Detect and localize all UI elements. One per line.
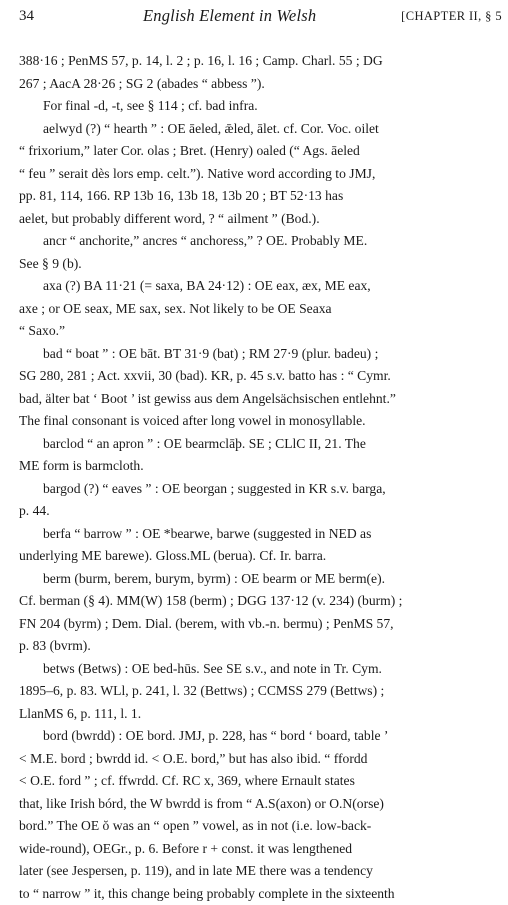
text-line: bad “ boat ” : OE bāt. BT 31·9 (bat) ; RM 27·9 (plur. badeu) ; xyxy=(19,343,494,366)
text-line: “ feu ” serait dès lors emp. celt.”). Native word according to JMJ, xyxy=(19,163,494,186)
text-line: underlying ME barewe). Gloss.ML (berua). Cf. Ir. barra. xyxy=(19,545,494,568)
text-line: SG 280, 281 ; Act. xxvii, 30 (bad). KR, p. 45 s.v. batto has : “ Cymr. xyxy=(19,365,494,388)
text-line: berfa “ barrow ” : OE *bearwe, barwe (suggested in NED as xyxy=(19,523,494,546)
text-line: wide-round), OEGr., p. 6. Before r + const. it was lengthened xyxy=(19,838,494,861)
text-line: < O.E. ford ” ; cf. ffwrdd. Cf. RC x, 369, where Ernault states xyxy=(19,770,494,793)
text-line: to “ narrow ” it, this change being probably complete in the sixteenth xyxy=(19,883,494,905)
text-line: 1895–6, p. 83. WLl, p. 241, l. 32 (Bettws) ; CCMSS 279 (Bettws) ; xyxy=(19,680,494,703)
text-line: Cf. berman (§ 4). MM(W) 158 (berm) ; DGG 137·12 (v. 234) (burm) ; xyxy=(19,590,494,613)
text-line: ancr “ anchorite,” ancres “ anchoress,” ? OE. Probably ME. xyxy=(19,230,494,253)
text-line: The final consonant is voiced after long vowel in monosyllable. xyxy=(19,410,494,433)
page-number: 34 xyxy=(19,4,34,28)
text-line: later (see Jespersen, p. 119), and in late ME there was a tendency xyxy=(19,860,494,883)
text-line: See § 9 (b). xyxy=(19,253,494,276)
page-body-text xyxy=(19,50,494,905)
text-line: LlanMS 6, p. 111, l. 1. xyxy=(19,703,494,726)
text-line: 267 ; AacA 28·26 ; SG 2 (abades “ abbess ”). xyxy=(19,73,494,96)
text-line: bad, älter bat ‘ Boot ’ ist gewiss aus dem Angelsächsischen entlehnt.” xyxy=(19,388,494,411)
text-line: ME form is barmcloth. xyxy=(19,455,494,478)
text-line: that, like Irish bórd, the W bwrdd is from “ A.S(axon) or O.N(orse) xyxy=(19,793,494,816)
text-line: FN 204 (byrm) ; Dem. Dial. (berem, with vb.-n. bermu) ; PenMS 57, xyxy=(19,613,494,636)
text-line: “ frixorium,” later Cor. olas ; Bret. (Henry) oaled (“ Ags. āeled xyxy=(19,140,494,163)
text-line: axa (?) BA 11·21 (= saxa, BA 24·12) : OE eax, æx, ME eax, xyxy=(19,275,494,298)
chapter-reference: [CHAPTER II, § 5 xyxy=(401,4,502,28)
text-line: bord (bwrdd) : OE bord. JMJ, p. 228, has “ bord ‘ board, table ’ xyxy=(19,725,494,748)
text-line: berm (burm, berem, burym, byrm) : OE bearm or ME berm(e). xyxy=(19,568,494,591)
text-line: aelet, but probably different word, ? “ ailment ” (Bod.). xyxy=(19,208,494,231)
text-line: bargod (?) “ eaves ” : OE beorgan ; suggested in KR s.v. barga, xyxy=(19,478,494,501)
text-line: 388·16 ; PenMS 57, p. 14, l. 2 ; p. 16, l. 16 ; Camp. Charl. 55 ; DG xyxy=(19,50,494,73)
text-line: aelwyd (?) “ hearth ” : OE āeled, ǣled, ālet. cf. Cor. Voc. oilet xyxy=(19,118,494,141)
text-line: barclod “ an apron ” : OE bearmclāþ. SE ; CLlC II, 21. The xyxy=(19,433,494,456)
text-line: < M.E. bord ; bwrdd id. < O.E. bord,” but has also ibid. “ ffordd xyxy=(19,748,494,771)
text-line: axe ; or OE seax, ME sax, sex. Not likely to be OE Seaxa xyxy=(19,298,494,321)
text-line: bord.” The OE ŏ was an “ open ” vowel, as in not (i.e. low-back- xyxy=(19,815,494,838)
text-line: p. 44. xyxy=(19,500,494,523)
text-line: betws (Betws) : OE bed-hūs. See SE s.v., and note in Tr. Cym. xyxy=(19,658,494,681)
text-line: pp. 81, 114, 166. RP 13b 16, 13b 18, 13b 20 ; BT 52·13 has xyxy=(19,185,494,208)
text-line: “ Saxo.” xyxy=(19,320,494,343)
running-title: English Element in Welsh xyxy=(143,4,316,28)
text-line: p. 83 (bvrm). xyxy=(19,635,494,658)
text-line: For final -d, -t, see § 114 ; cf. bad infra. xyxy=(19,95,494,118)
running-header xyxy=(19,4,502,28)
